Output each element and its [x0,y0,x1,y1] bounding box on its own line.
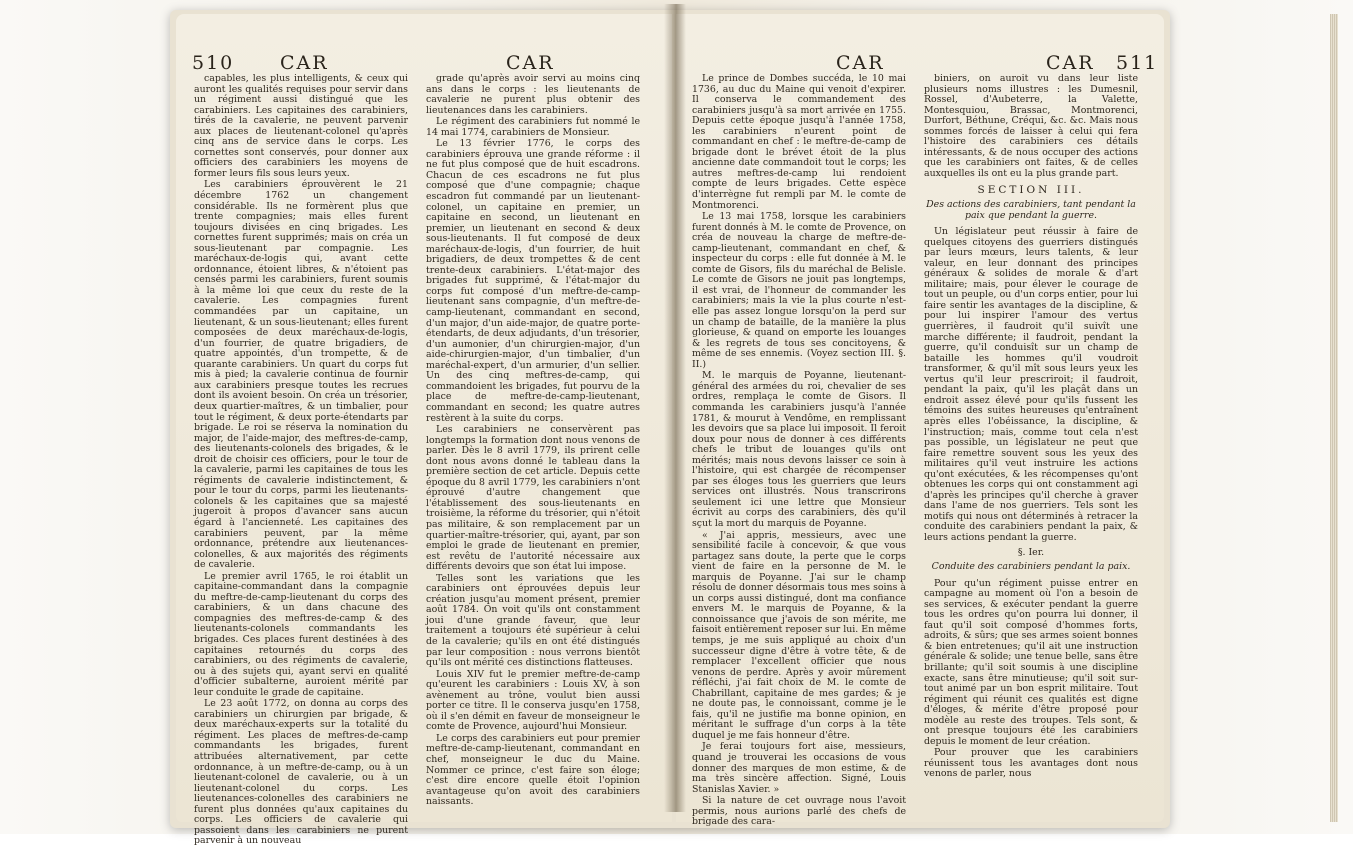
right-page [676,14,1164,828]
paragraph: Les carabiniers éprouvèrent le 21 décembre 1762 un changement considérable. Ils ne formèrent plus que trente compagnies; mais elles furent toujours divisées en cinq brigades. Les cornettes furent supprimés; mais on créa un sous-lieutenant par compagnie. Les maréchaux-de-logis qui, avant cette ordonnance, étoient libres, & n'étoient pas censés parmi les carabiniers, furent soumis à la même loi que ceux du reste de la cavalerie. Les compagnies furent commandées par un capitaine, un lieutenant, & un sous-lieutenant; elles furent composées de deux maréchaux-de-logis, d'un fourrier, de quatre brigadiers, de quatre appointés, d'un trompette, & de quarante carabiniers. Un quart du corps fut mis à pied; la cavalerie continua de fournir aux carabiniers presque toutes les recrues dont ils avoient besoin. On créa un trésorier, deux quartier-maîtres, & un timbalier, pour tout le régiment, & deux porte-étendarts par brigade. Le roi se réserva la nomination du major, de l'aide-major, des meftres-de-camp, des lieutenants-colonels des brigades, & le droit de choisir ces officiers, pour le tour de la cavalerie, parmi les capitaines de tous les régiments de cavalerie indistinctement, & pour le tour du corps, parmi les lieutenants-colonels & les capitaines que sa majesté jugeroit à propos d'avancer sans aucun égard à l'ancienneté. Les capitaines des carabiniers peuvent, par la même ordonnance, prétendre aux lieutenances-colonelles, & aux majorités des régiments de cavalerie. [194,179,408,571]
section-subtitle: Des actions des carabiniers, tant pendant la paix que pendant la guerre. [926,199,1136,221]
paragraph: Le régiment des carabiniers fut nommé le 14 mai 1774, carabiniers de Monsieur. [426,116,640,138]
left-column-1 [194,74,408,848]
right-column-1 [692,74,906,829]
paragraph: Un législateur peut réussir à faire de quelques citoyens des guerriers distingués par leurs mœurs, leurs talents, & leur valeur, en leur donnant des principes généraux & solides de morale & d'art militaire; mais, pour élever le courage de tout un peuple, ou d'un corps entier, pour lui faire sentir les avantages de la discipline, & pour lui inspirer l'amour des vertus guerrières, il faudroit qu'il suivît une marche différente; il faudroit, pendant la guerre, qu'il conduisît sur un champ de bataille les hommes qu'il voudroit transformer, & qu'il mît sous leurs yeux les vertus qu'il leur prescriroit; il faudroit, pendant la paix, qu'il les plaçât dans un endroit assez élevé pour qu'ils fussent les témoins des suites heureuses qu'entraînent après elles l'obéissance, la discipline, & l'instruction; mais, comme tout cela n'est pas possible, un législateur ne peut que faire remettre souvent sous les yeux des militaires qu'il veut instruire les actions qu'ont exécutées, & les récompenses qu'ont obtenues les corps qui ont constamment agi d'après les principes qu'il cherche à graver dans l'ame de nos guerriers. Tels sont les motifs qui nous ont déterminés à retracer la conduite des carabiniers pendant la paix, & leurs actions pendant la guerre. [924,226,1138,543]
paragraph: « J'ai appris, messieurs, avec une sensibilité facile à concevoir, & que vous partagez sans doute, la perte que le corps vient de faire en la personne de M. le marquis de Poyanne. J'ai sur le champ résolu de donner désormais tous mes soins à un corps aussi distingué, dont ma confiance envers M. le marquis de Poyanne, & la connoissance que j'avois de son mérite, me faisoit entièrement reposer sur lui. En même temps, je me suis appliqué au choix d'un successeur digne d'être à votre tête, & de remplacer l'excellent officier que nous venons de perdre. Après y avoir mûrement réfléchi, j'ai fait choix de M. le comte de Chabrillant, capitaine de mes gardes; & je ne doute pas, le connoissant, comme je le fais, qu'il ne justifie ma bonne opinion, en méritant le suffrage d'un corps à la tête duquel je me fais honneur d'être. [692,529,906,741]
paragraph: Le 23 août 1772, on donna au corps des carabiniers un chirurgien par brigade, & deux maréchaux-experts sur la totalité du régiment. Les places de meftres-de-camp commandants les brigades, furent attribuées alternativement, par cette ordonnance, à un meftre-de-camp, ou à un lieutenant-colonel de cavalerie, ou à un lieutenant-colonel du corps. Les lieutenances-colonelles des carabiniers ne furent plus données qu'aux capitaines du corps. Les officiers de cavalerie qui passoient dans les carabiniers ne purent parvenir à un nouveau [194,698,408,847]
paragraph: capables, les plus intelligents, & ceux qui auront les qualités requises pour servir dans un régiment aussi distingué que les carabiniers. Les capitaines des carabiniers, tirés de la cavalerie, ne peuvent parvenir aux places de lieutenant-colonel qu'après cinq ans de service dans le corps. Les cornettes sont conservés, pour donner aux officiers des carabiniers les moyens de former leurs fils sous leurs yeux. [194,73,408,179]
left-column-2 [426,74,640,809]
book-gutter [664,4,686,812]
paragraph: Le premier avril 1765, le roi établit un capitaine-commandant dans la compagnie du meftre-de-camp-lieutenant du corps des carabiniers, & un dans chacune des compagnies des meftres-de-camp & des lieutenants-colonels commandants les brigades. Ces places furent destinées à des capitaines retournés du corps des carabiniers, ou des régiments de cavalerie, ou à des sujets qui, ayant servi en qualité d'officier subalterne, auroient mérité par leur conduite le grade de capitaine. [194,570,408,698]
paragraph: Si la nature de cet ouvrage nous l'avoit permis, nous aurions parlé des chefs de brigade des cara- [692,795,906,828]
paragraph: Le prince de Dombes succéda, le 10 mai 1736, au duc du Maine qui venoit d'expirer. Il conserva le commandement des carabiniers jusqu'à sa mort arrivée en 1755. Depuis cette époque jusqu'à l'année 1758, les carabiniers n'eurent point de commandant en chef : le meftre-de-camp de brigade dont le brévet étoit de la plus ancienne date commandoit tout le corps; les autres meftres-de-camp lui rendoient compte de leurs brigades. Cette espèce d'interrègne fut rempli par M. le comte de Montmorenci. [692,73,906,211]
paragraph: M. le marquis de Poyanne, lieutenant-général des armées du roi, chevalier de ses ordres, remplaça le comte de Gisors. Il commanda les carabiniers jusqu'à l'année 1781, & mourut à Vendôme, en remplissant les devoirs que sa place lui imposoit. Il feroit doux pour nous de donner à ces différents chefs le tribut de louanges qu'ils ont mérités; mais nous devons laisser ce soin à l'histoire, qui est chargée de récompenser par ses éloges tous les guerriers que leurs services ont illustrés. Nous transcrirons seulement ici une lettre que Monsieur écrivit au corps des carabiniers, dès qu'il sçut la mort du marquis de Poyanne. [692,370,906,529]
paragraph: Le 13 mai 1758, lorsque les carabiniers furent donnés à M. le comte de Provence, on créa de nouveau la charge de meftre-de-camp-lieutenant, commandant en chef, & inspecteur du corps : elle fut donnée à M. le comte de Gisors, fils du maréchal de Belisle. Le comte de Gisors ne jouit pas longtemps, il est vrai, de l'honneur de commander les carabiniers; mais la vie la plus courte n'est-elle pas assez longue lorsqu'on la perd sur un champ de bataille, de la manière la plus glorieuse, & quand on emporte les louanges & les regrets de tous ses concitoyens, & même de ses ennemis. (Voyez section III. §. II.) [692,211,906,370]
subsection-title: Conduite des carabiniers pendant la paix. [931,561,1131,573]
paragraph: grade qu'après avoir servi au moins cinq ans dans le corps : les lieutenants de cavalerie ne purent plus obtenir des lieutenances dans les carabiniers. [426,73,640,116]
left-running-head-1: CAR [280,52,329,74]
right-page-edge [1330,14,1338,822]
left-running-head-2: CAR [506,52,555,74]
paragraph: biniers, on auroit vu dans leur liste plusieurs noms illustres : les Dumesnil, Rossel, d'Aubeterre, la Valette, Montesquiou, Brassac, Montmorenci, Durfort, Béthune, Créqui, &c. &c. Mais nous sommes forcés de laisser à celui qui fera l'histoire des carabiniers ces détails intéressants, & de nous occuper des actions que les carabiniers ont faites, & de celles auxquelles ils ont eu la plus grande part. [924,73,1138,179]
right-running-head-1: CAR [836,52,885,74]
subsection-mark: §. Ier. [1017,546,1045,558]
paragraph: Le corps des carabiniers eut pour premier meftre-de-camp-lieutenant, commandant en chef, monseigneur le duc du Maine. Nommer ce prince, c'est faire son éloge; c'est dire encore quelle étoit l'opinion avantageuse qu'on avoit des carabiniers naissants. [426,732,640,808]
paragraph: Je ferai toujours fort aise, messieurs, quand je trouverai les occasions de vous donner des marques de mon estime, & de ma très sincère affection. Signé, Louis Stanislas Xavier. » [692,741,906,795]
left-page-number: 510 [192,52,235,74]
left-page [176,14,672,847]
paragraph: Les carabiniers ne conservèrent pas longtemps la formation dont nous venons de parler. Dès le 8 avril 1779, ils prirent celle dont nous avons donné le tableau dans la première section de cet article. Depuis cette époque du 8 avril 1779, les carabiniers n'ont éprouvé d'autre changement que l'établissement des sous-lieutenants en troisième, la réforme du trésorier, qui n'étoit pas militaire, & son remplacement par un quartier-maître-trésorier, qui, ayant, par son emploi le grade de lieutenant en premier, est revêtu de l'autorité nécessaire aux différents devoirs que son état lui impose. [426,424,640,573]
right-page-number: 511 [1116,52,1159,74]
paragraph: Louis XIV fut le premier meftre-de-camp qu'eurent les carabiniers : Louis XV, à son avènement au trône, voulut bien aussi porter ce titre. Il le conserva jusqu'en 1758, où il s'en démit en faveur de monseigneur le comte de Provence, aujourd'hui Monsieur. [426,668,640,733]
section-heading: SECTION III. [977,184,1085,197]
right-running-head-2: CAR [1046,52,1095,74]
paragraph: Telles sont les variations que les carabiniers ont éprouvées depuis leur création jusqu'au moment présent, premier août 1784. On voit qu'ils ont constamment joui d'une grande faveur, que leur traitement a toujours été supérieur à celui de la cavalerie; qu'ils en ont été distingués par leur composition : nous verrons bientôt qu'ils ont mérité ces distinctions flatteuses. [426,572,640,669]
paragraph: Le 13 février 1776, le corps des carabiniers éprouva une grande réforme : il ne fut plus composé que de huit escadrons. Chacun de ces escadrons ne fut plus composé que d'une compagnie; chaque escadron fut commandé par un lieutenant-colonel, un capitaine en premier, un capitaine en second, un lieutenant en premier, un lieutenant en second & deux sous-lieutenants. Il fut composé de deux maréchaux-de-logis, d'un fourrier, de huit brigadiers, de deux trompettes & de cent trente-deux carabiniers. L'état-major des brigades fut supprimé, & l'état-major du corps fut composé d'un meftre-de-camp-lieutenant sans compagnie, d'un meftre-de-camp-lieutenant, commandant en second, d'un major, d'un aide-major, de quatre porte-étendarts, de deux adjudants, d'un trésorier, d'un aumonier, d'un chirurgien-major, d'un aide-chirurgien-major, d'un timbalier, d'un maréchal-expert, d'un armurier, d'un sellier. Un des cinq meftres-de-camp, qui commandoient les brigades, fut pourvu de la place de meftre-de-camp-lieutenant, commandant en second; les quatre autres restèrent à la suite du corps. [426,138,640,424]
paragraph: Pour prouver que les carabiniers réunissent tous les avantages dont nous venons de parler, nous [924,747,1138,780]
right-column-2 [924,74,1138,781]
paragraph: Pour qu'un régiment puisse entrer en campagne au moment où l'on a besoin de ses services, & exécuter pendant la guerre tous les ordres qu'on pourra lui donner, il faut qu'il soit composé d'hommes forts, adroits, & sûrs; que ses armes soient bonnes & bien entretenues; qu'il ait une instruction générale & solide; une tenue belle, sans être brillante; qu'il soit soumis à une discipline exacte, sans être minutieuse; qu'il soit sur-tout animé par un bon esprit militaire. Tout régiment qui réunit ces qualités est digne d'éloges, & mérite d'être proposé pour modèle au reste des troupes. Tels sont, & ont presque toujours été les carabiniers depuis le moment de leur création. [924,577,1138,747]
